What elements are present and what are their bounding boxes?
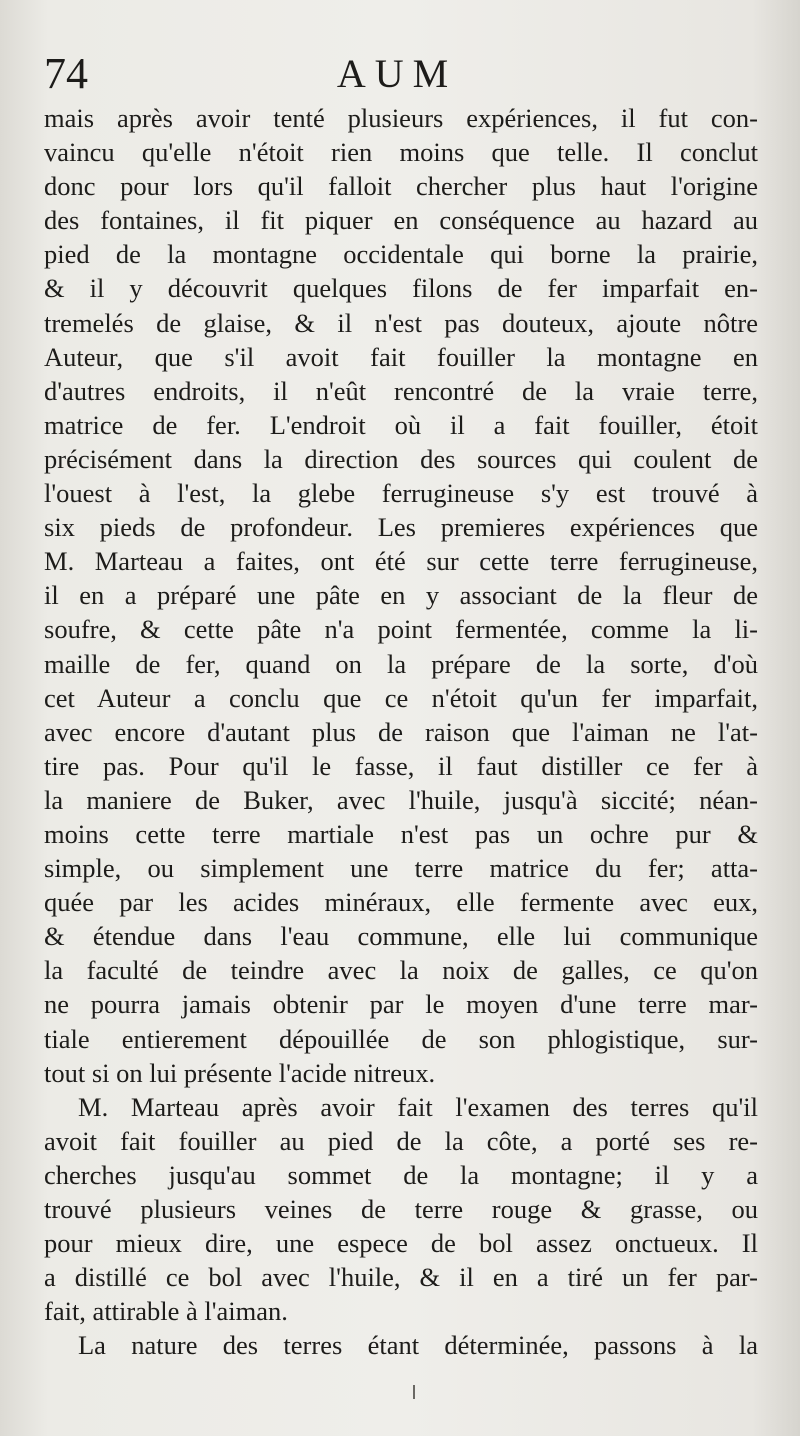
paragraph bbox=[44, 1090, 758, 1329]
text-line: pied de la montagne occidentale qui borne la prairie, bbox=[44, 239, 758, 270]
text-line: trouvé plusieurs veines de terre rouge & grasse, ou bbox=[44, 1194, 758, 1224]
page-number: 74 bbox=[44, 49, 88, 98]
text-line: ne pourra jamais obtenir par le moyen d'une terre mar- bbox=[44, 989, 758, 1020]
text-line: soufre, & cette pâte n'a point fermentée, comme la li- bbox=[44, 614, 758, 645]
text-line: cet Auteur a conclu que ce n'étoit qu'un fer imparfait, bbox=[44, 682, 758, 713]
text-line: tremelés de glaise, & il n'est pas douteux, ajoute nôtre bbox=[44, 307, 758, 338]
text-line: tire pas. Pour qu'il le fasse, il faut distiller ce fer à bbox=[44, 750, 758, 781]
text-line: des fontaines, il fit piquer en conséquence au hazard au bbox=[44, 205, 758, 236]
text-line: tout si on lui présente l'acide nitreux. bbox=[44, 1057, 436, 1088]
text-line: M. Marteau a faites, ont été sur cette terre ferrugineuse, bbox=[44, 546, 758, 577]
text-line: maille de fer, quand on la prépare de la sorte, d'où bbox=[44, 648, 758, 679]
text-line: a distillé ce bol avec l'huile, & il en a tiré un fer par- bbox=[44, 1262, 758, 1293]
paragraph bbox=[44, 101, 758, 1090]
text-line: six pieds de profondeur. Les premieres expériences que bbox=[44, 512, 758, 543]
text-line: précisément dans la direction des sources qui coulent de bbox=[44, 443, 758, 474]
text-line: avec encore d'autant plus de raison que l'aiman ne l'at- bbox=[44, 716, 758, 747]
text-line: matrice de fer. L'endroit où il a fait fouiller, étoit bbox=[44, 409, 758, 440]
text-line: M. Marteau après avoir fait l'examen des terres qu'il bbox=[78, 1091, 758, 1122]
text-line: tiale entierement dépouillée de son phlogistique, sur- bbox=[44, 1023, 758, 1054]
text-line: moins cette terre martiale n'est pas un ochre pur & bbox=[44, 818, 758, 849]
text-line: La nature des terres étant déterminée, passons à la bbox=[78, 1330, 758, 1361]
text-line: & il y découvrit quelques filons de fer imparfait en- bbox=[44, 273, 758, 304]
text-line: quée par les acides minéraux, elle fermente avec eux, bbox=[44, 887, 758, 918]
text-line: cherches jusqu'au sommet de la montagne; il y a bbox=[44, 1159, 758, 1190]
text-line: avoit fait fouiller au pied de la côte, a porté ses re- bbox=[44, 1125, 758, 1156]
text-line: la maniere de Buker, avec l'huile, jusqu'à siccité; néan- bbox=[44, 784, 758, 815]
text-line: l'ouest à l'est, la glebe ferrugineuse s'y est trouvé à bbox=[44, 478, 758, 509]
body-text bbox=[44, 101, 758, 1362]
paragraph bbox=[44, 1328, 758, 1362]
text-line: il en a préparé une pâte en y associant de la fleur de bbox=[44, 580, 758, 611]
running-head: AUM bbox=[336, 51, 458, 96]
text-line: & étendue dans l'eau commune, elle lui communique bbox=[44, 921, 758, 952]
text-line: simple, ou simplement une terre matrice du fer; atta- bbox=[44, 853, 758, 884]
text-line: donc pour lors qu'il falloit chercher plus haut l'origine bbox=[44, 171, 758, 202]
text-line: pour mieux dire, une espece de bol assez onctueux. Il bbox=[44, 1228, 758, 1259]
text-line: Auteur, que s'il avoit fait fouiller la montagne en bbox=[44, 341, 758, 372]
text-line: mais après avoir tenté plusieurs expériences, il fut con- bbox=[44, 103, 758, 133]
page-header bbox=[44, 48, 750, 98]
text-line: la faculté de teindre avec la noix de galles, ce qu'on bbox=[44, 955, 758, 986]
printing-mark bbox=[413, 1385, 415, 1399]
text-line: vaincu qu'elle n'étoit rien moins que telle. Il conclut bbox=[44, 137, 758, 168]
text-line: d'autres endroits, il n'eût rencontré de la vraie terre, bbox=[44, 375, 758, 406]
text-line: fait, attirable à l'aiman. bbox=[44, 1296, 288, 1327]
